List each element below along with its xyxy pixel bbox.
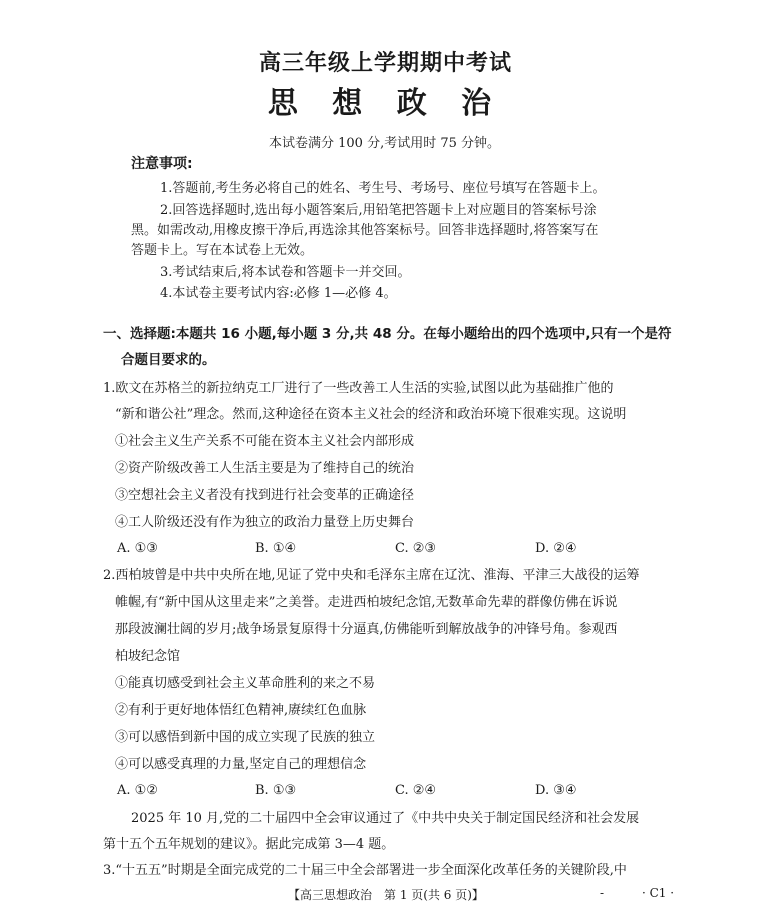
note-line: 黑。如需改动,用橡皮擦干净后,再选涂其他答案标号。回答非选择题时,将答案写在 — [131, 223, 599, 238]
note-line: 2.回答选择题时,选出每小题答案后,用铅笔把答题卡上对应题目的答案标号涂 — [160, 203, 597, 218]
option-d: D. ③④ — [535, 783, 577, 798]
footer-page-info: 【高三思想政治 第 1 页(共 6 页)】 — [288, 888, 484, 902]
q2-stem: 柏坡纪念馆 — [115, 649, 181, 664]
q2-item: ②有利于更好地体悟红色精神,赓续红色血脉 — [115, 703, 367, 718]
exam-title: 高三年级上学期期中考试 — [258, 51, 512, 76]
material-line: 第十五个五年规划的建议》。据此完成第 3—4 题。 — [103, 837, 395, 852]
q2-item: ④可以感受真理的力量,坚定自己的理想信念 — [115, 757, 367, 772]
exam-info: 本试卷满分 100 分,考试用时 75 分钟。 — [269, 136, 501, 151]
footer-code: · C1 · — [642, 886, 675, 900]
q2-item: ①能真切感受到社会主义革命胜利的来之不易 — [115, 676, 376, 691]
section-heading: 一、选择题:本题共 16 小题,每小题 3 分,共 48 分。在每小题给出的四个选项中,只有一个是符 — [103, 326, 672, 342]
q3-stem: 3.“十五五”时期是全面完成党的二十届三中全会部署进一步全面深化改革任务的关键阶段,中 — [103, 863, 627, 878]
subject-title: 思 想 政 治 — [267, 86, 504, 121]
notes-heading: 注意事项: — [131, 156, 193, 172]
q1-options — [0, 540, 771, 558]
option-b: B. ①④ — [255, 541, 297, 556]
option-a: A. ①② — [117, 783, 158, 798]
option-d: D. ②④ — [535, 541, 577, 556]
note-line: 答题卡上。写在本试卷上无效。 — [131, 243, 314, 258]
option-a: A. ①③ — [117, 541, 158, 556]
q2-stem: 2.西柏坡曾是中共中央所在地,见证了党中央和毛泽东主席在辽沈、淮海、平津三大战役的运筹 — [103, 568, 640, 583]
q1-item: ③空想社会主义者没有找到进行社会变革的正确途径 — [115, 488, 415, 503]
note-line: 3.考试结束后,将本试卷和答题卡一并交回。 — [160, 265, 411, 280]
q1-item: ④工人阶级还没有作为独立的政治力量登上历史舞台 — [115, 515, 415, 530]
q2-item: ③可以感悟到新中国的成立实现了民族的独立 — [115, 730, 376, 745]
q1-stem: 1.欧文在苏格兰的新拉纳克工厂进行了一些改善工人生活的实验,试图以此为基础推广他的 — [103, 381, 614, 396]
q1-item: ①社会主义生产关系不可能在资本主义社会内部形成 — [115, 434, 415, 449]
q2-stem: 帷幄,有“新中国从这里走来”之美誉。走进西柏坡纪念馆,无数革命先辈的群像仿佛在诉说 — [115, 595, 618, 610]
option-b: B. ①③ — [255, 783, 297, 798]
footer-dash: - — [600, 886, 605, 900]
option-c: C. ②④ — [395, 783, 437, 798]
note-line: 1.答题前,考生务必将自己的姓名、考生号、考场号、座位号填写在答题卡上。 — [160, 181, 606, 196]
q2-stem: 那段波澜壮阔的岁月;战争场景复原得十分逼真,仿佛能听到解放战争的冲锋号角。参观西 — [115, 622, 618, 637]
option-c: C. ②③ — [395, 541, 437, 556]
material-line: 2025 年 10 月,党的二十届四中全会审议通过了《中共中央关于制定国民经济和社会发展 — [131, 811, 640, 826]
q1-item: ②资产阶级改善工人生活主要是为了维持自己的统治 — [115, 461, 415, 476]
q2-options — [0, 782, 771, 800]
note-line: 4.本试卷主要考试内容:必修 1—必修 4。 — [160, 286, 397, 301]
section-heading-cont: 合题目要求的。 — [121, 352, 216, 368]
q1-stem: “新和谐公社”理念。然而,这种途径在资本主义社会的经济和政治环境下很难实现。这说明 — [115, 407, 627, 422]
